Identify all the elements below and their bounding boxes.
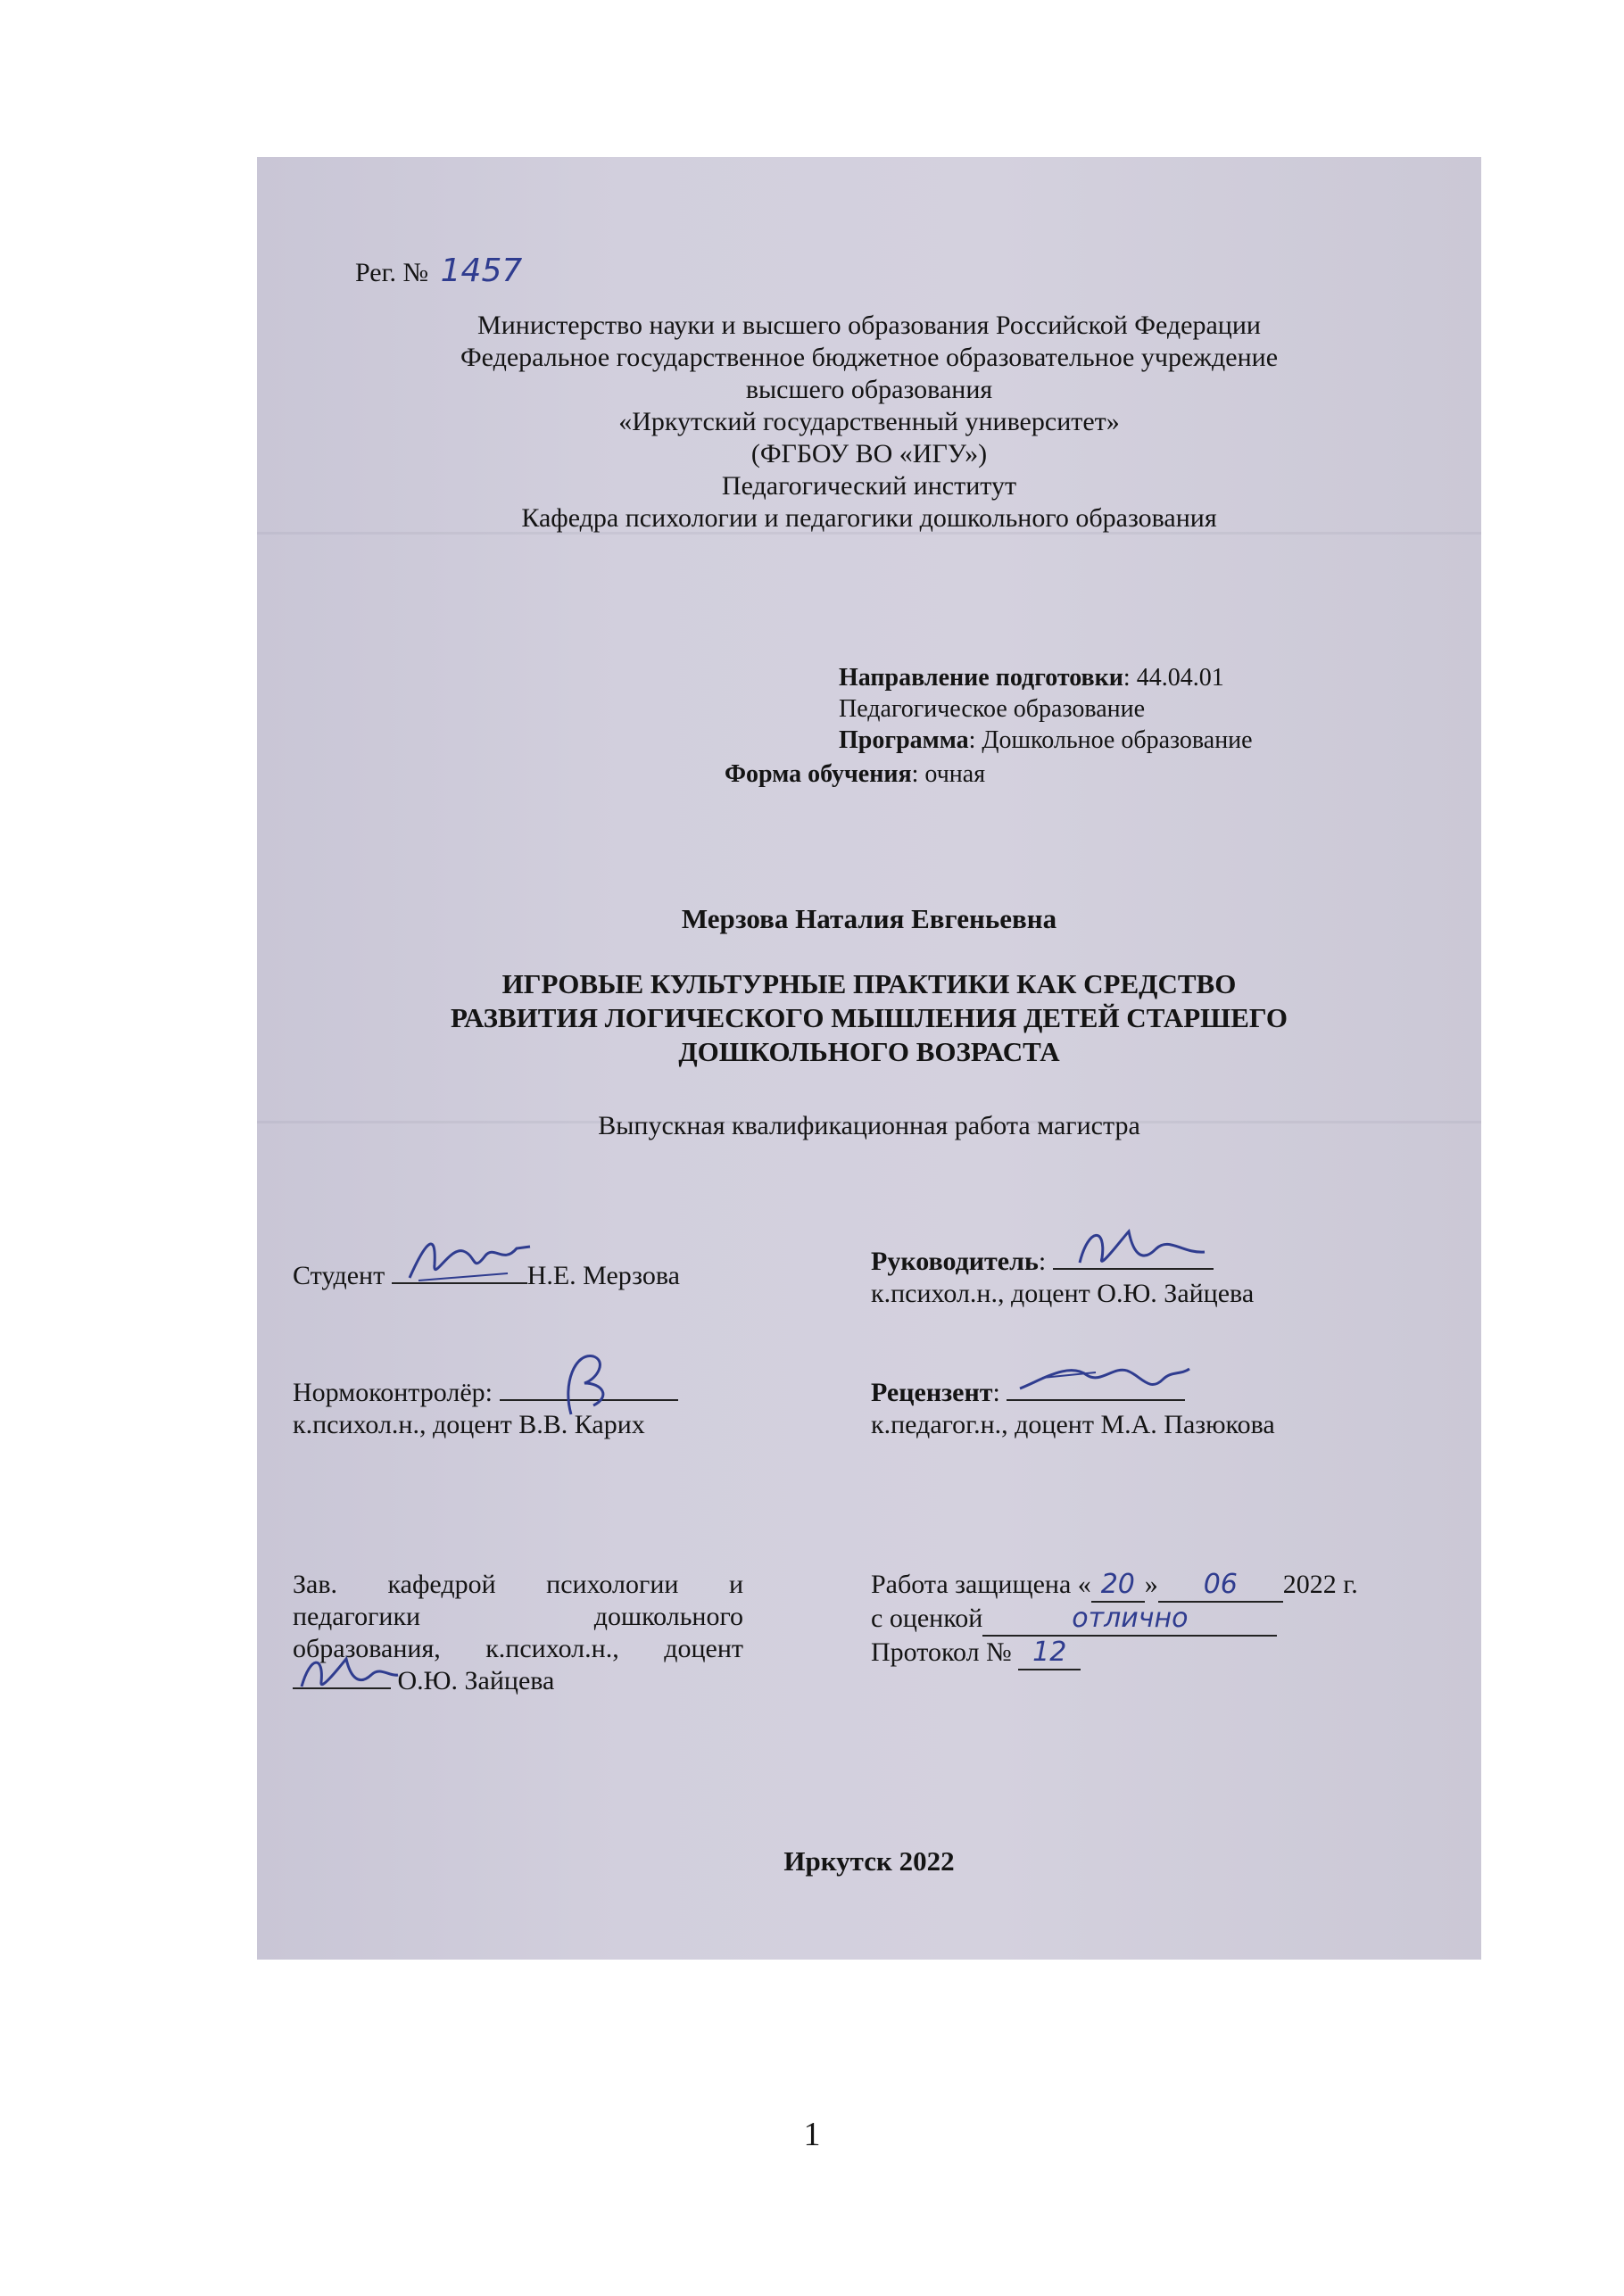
reviewer-signature-line: [1007, 1399, 1185, 1401]
defense-date-line: [871, 1569, 1358, 1603]
student-signature-line: [392, 1282, 527, 1284]
defense-day-value: 20: [1100, 1569, 1135, 1600]
city-year: Иркутск 2022: [783, 1845, 955, 1877]
defense-month-value: 06: [1203, 1569, 1238, 1600]
supervisor-colon: :: [1038, 1247, 1047, 1276]
title-line: РАЗВИТИЯ ЛОГИЧЕСКОГО МЫШЛЕНИЯ ДЕТЕЙ СТАРШЕГО: [451, 1002, 1288, 1033]
title-line: ДОШКОЛЬНОГО ВОЗРАСТА: [678, 1036, 1060, 1067]
grade-label: с оценкой: [871, 1604, 983, 1633]
supervisor-signature: [1071, 1218, 1214, 1277]
grade-field: [982, 1603, 1277, 1637]
reviewer-block: [871, 1377, 1275, 1441]
program-block: [839, 662, 1253, 756]
reviewer-label: Рецензент: [871, 1378, 993, 1407]
head-sign-line: [293, 1665, 743, 1697]
supervisor-title-line: [871, 1246, 1254, 1278]
head-line: педагогики дошкольного: [293, 1602, 743, 1631]
defense-mid: »: [1144, 1570, 1158, 1599]
university-type-line: Федеральное государственное бюджетное образовательное учреждение: [460, 343, 1279, 372]
grade-line: [871, 1603, 1358, 1637]
thesis-title: [257, 967, 1481, 1069]
institution-header: [257, 310, 1481, 535]
head-line: Зав. кафедрой психологии и: [293, 1570, 743, 1599]
ministry-line: Министерство науки и высшего образования Российской Федерации: [477, 311, 1261, 340]
study-form-line: [725, 758, 985, 790]
page-number: 1: [803, 2116, 821, 2153]
defense-prefix: Работа защищена «: [871, 1570, 1091, 1599]
grade-value: отлично: [1072, 1603, 1189, 1634]
work-type: Выпускная квалификационная работа магистра: [598, 1111, 1140, 1140]
direction-name: Педагогическое образование: [839, 695, 1146, 723]
title-line: ИГРОВЫЕ КУЛЬТУРНЫЕ ПРАКТИКИ КАК СРЕДСТВО: [501, 968, 1237, 999]
supervisor-signature-line: [1053, 1268, 1214, 1270]
protocol-label: Протокол №: [871, 1637, 1012, 1667]
protocol-field: [1018, 1637, 1081, 1670]
defense-year: 2022 г.: [1282, 1570, 1358, 1599]
head-name: О.Ю. Зайцева: [397, 1666, 555, 1695]
reviewer-title-line: [871, 1377, 1275, 1409]
normcontrol-title-line: [293, 1377, 678, 1409]
department-line: Кафедра психологии и педагогики дошкольного образования: [521, 503, 1217, 533]
program-line: [839, 725, 1253, 756]
reg-label: Рег. №: [355, 258, 429, 287]
university-abbr-line: (ФГБОУ ВО «ИГУ»): [750, 439, 988, 468]
student-label: Студент: [293, 1261, 385, 1290]
direction-line: [839, 662, 1253, 693]
reg-number-handwritten: 1457: [440, 253, 523, 289]
normcontrol-signature-line: [500, 1399, 678, 1401]
reviewer-signature: [1015, 1353, 1194, 1406]
normcontrol-label: Нормоконтролёр:: [293, 1378, 493, 1407]
head-signature: [293, 1646, 400, 1696]
normcontrol-signature: [553, 1347, 625, 1419]
reviewer-colon: :: [992, 1378, 1000, 1407]
student-line: [293, 1260, 680, 1292]
head-signature-line: [293, 1687, 391, 1689]
author-name: Мерзова Наталия Евгеньевна: [681, 903, 1057, 934]
supervisor-block: [871, 1246, 1254, 1310]
program-label: Программа: [839, 726, 969, 754]
reviewer-name: к.педагог.н., доцент М.А. Пазюкова: [871, 1410, 1275, 1439]
reg-number: [355, 255, 522, 289]
defense-day: [1091, 1569, 1145, 1603]
head-block: [293, 1569, 743, 1697]
study-form-label: Форма обучения: [725, 760, 912, 788]
defense-block: [871, 1569, 1358, 1670]
study-form-value: : очная: [911, 760, 986, 788]
defense-month: [1158, 1569, 1283, 1603]
institute-line: Педагогический институт: [721, 471, 1017, 501]
direction-code: : 44.04.01: [1123, 664, 1224, 692]
supervisor-name: к.психол.н., доцент О.Ю. Зайцева: [871, 1279, 1255, 1308]
normcontrol-block: [293, 1377, 678, 1441]
education-level-line: высшего образования: [745, 375, 993, 404]
program-value: : Дошкольное образование: [968, 726, 1253, 754]
direction-label: Направление подготовки: [839, 664, 1123, 692]
supervisor-label: Руководитель: [871, 1247, 1039, 1276]
university-name-line: «Иркутский государственный университет»: [618, 407, 1120, 436]
student-name: Н.Е. Мерзова: [526, 1261, 680, 1290]
head-line: образования, к.психол.н., доцент: [293, 1634, 743, 1663]
normcontrol-name: к.психол.н., доцент В.В. Карих: [293, 1410, 645, 1439]
protocol-value: 12: [1032, 1637, 1067, 1668]
protocol-line: [871, 1637, 1358, 1670]
student-signature: [401, 1229, 534, 1291]
